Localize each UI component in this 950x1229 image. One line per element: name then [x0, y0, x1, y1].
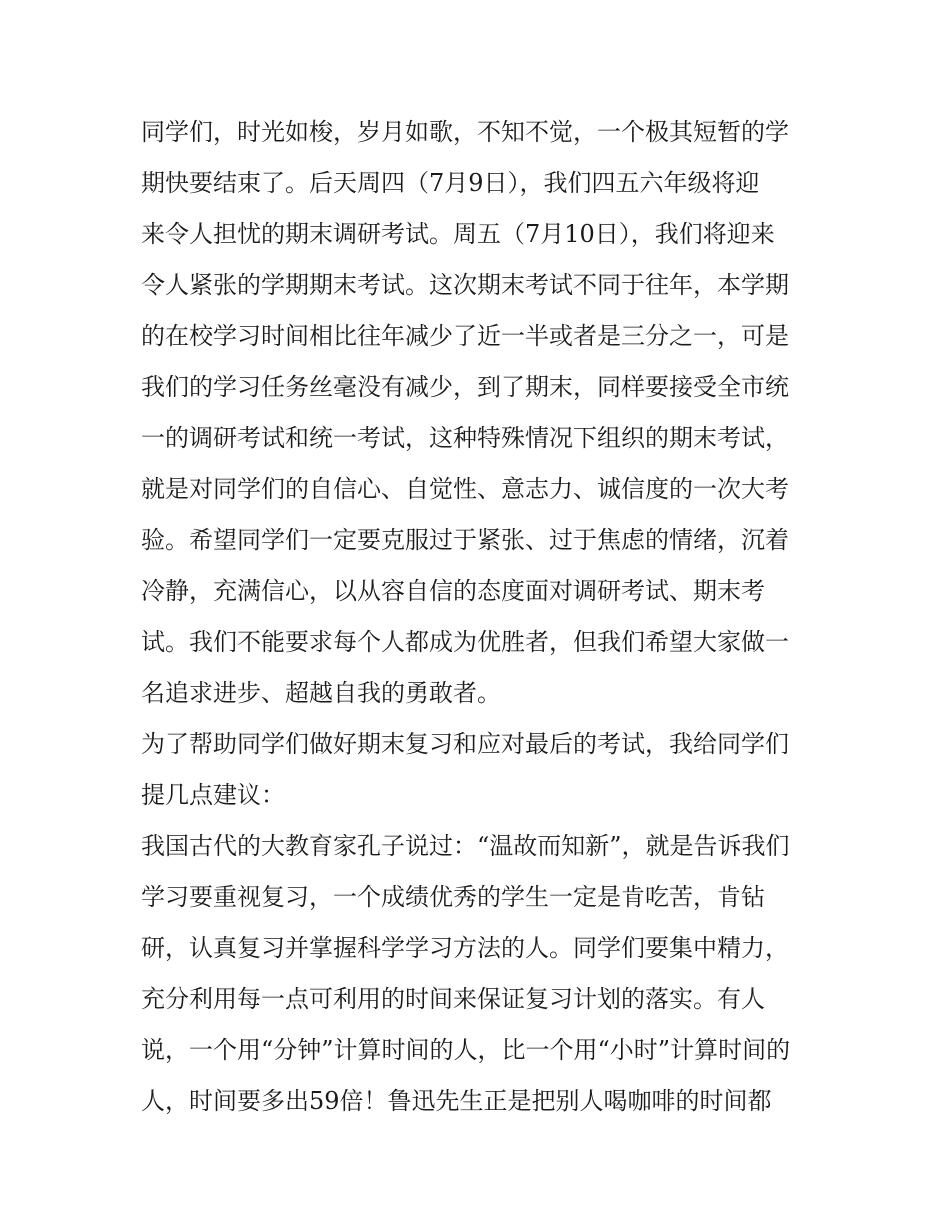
text-line: 学习要重视复习，一个成绩优秀的学生一定是肯吃苦，肯钻	[141, 883, 765, 911]
document-body	[141, 107, 813, 1127]
text-line: 一的调研考试和统一考试，这种特殊情况下组织的期末考试，	[141, 424, 789, 452]
text-line: 期快要结束了。后天周四（7月9日），我们四五六年级将迎	[141, 169, 760, 197]
text-line: 同学们，时光如梭，岁月如歌，不知不觉，一个极其短暂的学	[141, 118, 789, 146]
text-line: 的在校学习时间相比往年减少了近一半或者是三分之一，可是	[141, 322, 789, 350]
text-line: 提几点建议：	[141, 781, 285, 809]
text-line: 人，时间要多出59倍！鲁迅先生正是把别人喝咖啡的时间都	[141, 1087, 772, 1115]
text-line: 我国古代的大教育家孔子说过：“温故而知新”，就是告诉我们	[141, 832, 790, 860]
text-line: 就是对同学们的自信心、自觉性、意志力、诚信度的一次大考	[141, 475, 789, 503]
text-line: 名追求进步、超越自我的勇敢者。	[141, 679, 501, 707]
text-line: 冷静，充满信心，以从容自信的态度面对调研考试、期末考	[141, 577, 765, 605]
text-line: 来令人担忧的期末调研考试。周五（7月10日），我们将迎来	[141, 220, 775, 248]
text-line: 令人紧张的学期期末考试。这次期末考试不同于往年，本学期	[141, 271, 789, 299]
text-line: 试。我们不能要求每个人都成为优胜者，但我们希望大家做一	[141, 628, 789, 656]
text-line: 验。希望同学们一定要克服过于紧张、过于焦虑的情绪，沉着	[141, 526, 789, 554]
text-line: 研，认真复习并掌握科学学习方法的人。同学们要集中精力，	[141, 934, 789, 962]
text-line: 为了帮助同学们做好期末复习和应对最后的考试，我给同学们	[141, 730, 789, 758]
text-line: 说，一个用“分钟”计算时间的人，比一个用“小时”计算时间的	[141, 1036, 791, 1064]
text-line: 我们的学习任务丝毫没有减少，到了期末，同样要接受全市统	[141, 373, 789, 401]
text-line: 充分利用每一点可利用的时间来保证复习计划的落实。有人	[141, 985, 765, 1013]
